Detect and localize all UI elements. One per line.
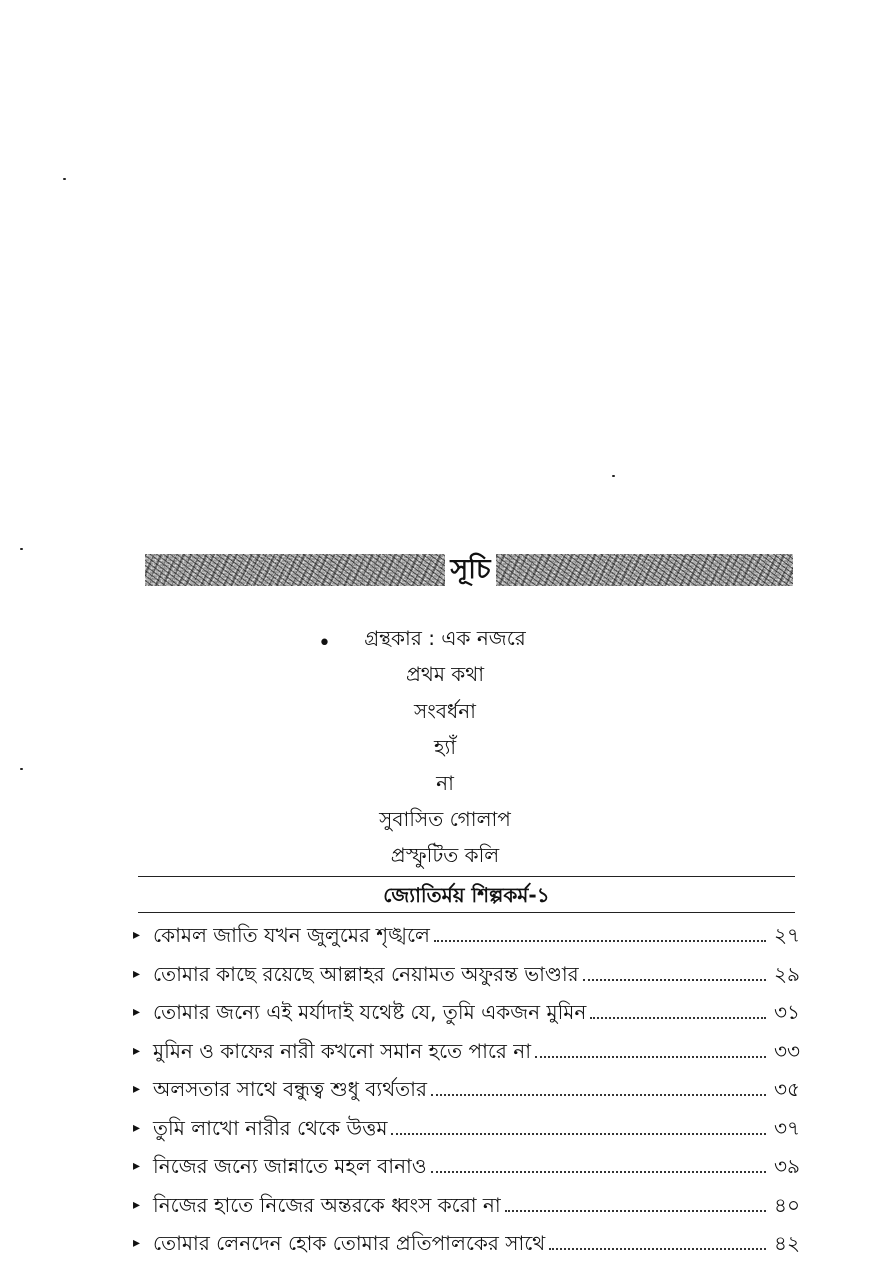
- contents-title-band: [145, 550, 793, 590]
- toc-entry-title: তোমার লেনদেন হোক তোমার প্রতিপালকের সাথে: [153, 1231, 546, 1256]
- toc-entry-page: ২৭: [773, 923, 800, 948]
- prelim-item-first-word: প্রথম কথা: [405, 662, 485, 686]
- prelim-item-yes: হ্যাঁ: [433, 735, 457, 759]
- toc-entry: [133, 1224, 800, 1263]
- prelim-item-fragrant-rose: সুবাসিত গোলাপ: [379, 807, 511, 831]
- toc-entry-title: নিজের জন্যে জান্নাতে মহল বানাও: [153, 1154, 427, 1179]
- arrow-bullet-icon: ▸: [133, 1004, 141, 1021]
- dot-leader: [431, 1171, 766, 1173]
- prelim-item-author: গ্রন্থকার : এক নজরে: [364, 626, 526, 650]
- section-rule-top: [138, 876, 795, 877]
- prelim-item-no: না: [436, 771, 454, 795]
- toc-entry-page: ৩৯: [774, 1154, 800, 1179]
- dot-leader: [535, 1056, 766, 1058]
- decorative-texture-left: [145, 554, 445, 586]
- prelim-item-reception: সংবর্ধনা: [414, 699, 476, 723]
- toc-entry: [133, 1109, 800, 1148]
- toc-entry: [133, 1186, 800, 1225]
- toc-entry-page: ২৯: [774, 961, 800, 986]
- bullet-dot-icon: •: [318, 631, 331, 656]
- dot-leader: [434, 940, 766, 942]
- toc-entry: [133, 916, 800, 955]
- dot-leader: [431, 1094, 766, 1096]
- prelim-item-blooming-bud: প্রস্ফুটিত কলি: [390, 843, 500, 867]
- scan-speck: [612, 475, 615, 477]
- scan-speck: [63, 178, 66, 180]
- toc-entry-page: ৪২: [774, 1231, 800, 1256]
- toc-entry-page: ৪০: [774, 1192, 800, 1217]
- toc-entry-title: তোমার জন্যে এই মর্যাদাই যথেষ্ট যে, তুমি একজন মুমিন: [153, 1000, 587, 1025]
- toc-entry: [133, 993, 800, 1032]
- arrow-bullet-icon: ▸: [133, 1081, 141, 1098]
- arrow-bullet-icon: ▸: [133, 927, 141, 944]
- scan-speck: [20, 768, 23, 770]
- dot-leader: [590, 1017, 766, 1019]
- toc-entry-page: ৩৭: [773, 1115, 800, 1140]
- scan-speck: [20, 548, 23, 550]
- arrow-bullet-icon: ▸: [133, 1158, 141, 1175]
- arrow-bullet-icon: ▸: [133, 1196, 141, 1213]
- dot-leader: [391, 1133, 766, 1135]
- toc-entry: [133, 1070, 800, 1109]
- toc-entry-title: অলসতার সাথে বন্ধুত্ব শুধু ব্যর্থতার: [153, 1077, 427, 1102]
- dot-leader: [549, 1248, 766, 1250]
- toc-entry-title: কোমল জাতি যখন জুলুমের শৃঙ্খলে: [153, 923, 430, 948]
- toc-entry-title: মুমিন ও কাফের নারী কখনো সমান হতে পারে না: [153, 1038, 532, 1063]
- section-heading: জ্যোতির্ময় শিল্পকর্ম-১: [383, 883, 550, 907]
- toc-entry: [133, 955, 800, 994]
- toc-entry: [133, 1032, 800, 1071]
- contents-title: সূচি: [450, 554, 491, 585]
- toc-list: [133, 916, 800, 1263]
- toc-entry-page: ৩৫: [774, 1077, 800, 1102]
- dot-leader: [505, 1210, 766, 1212]
- arrow-bullet-icon: ▸: [133, 1235, 141, 1252]
- toc-entry-title: তোমার কাছে রয়েছে আল্লাহর নেয়ামত অফুরন্ত ভাণ্ডার: [153, 961, 579, 986]
- decorative-texture-right: [496, 554, 793, 586]
- toc-entry-title: নিজের হাতে নিজের অন্তরকে ধ্বংস করো না: [153, 1192, 501, 1217]
- arrow-bullet-icon: ▸: [133, 1042, 141, 1059]
- arrow-bullet-icon: ▸: [133, 965, 141, 982]
- section-rule-bottom: [138, 912, 795, 913]
- toc-entry-page: ৩৩: [773, 1038, 800, 1063]
- toc-entry-page: ৩১: [774, 1000, 800, 1025]
- toc-entry-title: তুমি লাখো নারীর থেকে উত্তম: [153, 1115, 388, 1140]
- arrow-bullet-icon: ▸: [133, 1119, 141, 1136]
- dot-leader: [583, 979, 766, 981]
- toc-entry: [133, 1147, 800, 1186]
